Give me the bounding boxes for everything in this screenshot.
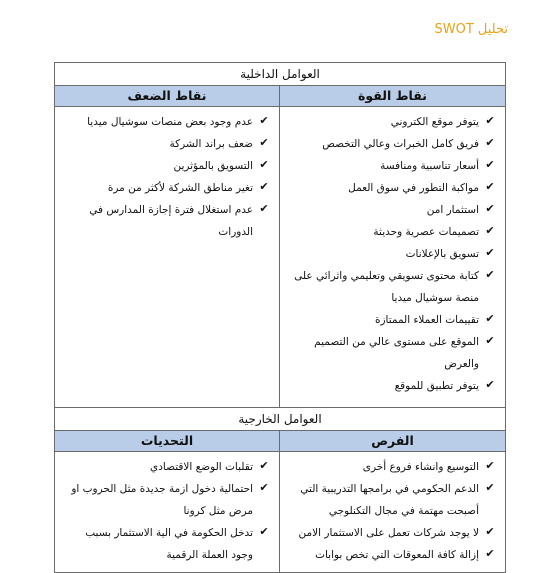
threats-header: التحديات <box>55 431 280 451</box>
list-item-text: يتوفر موقع الكتروني <box>390 116 479 128</box>
list-item-text: التسويق بالمؤثرين <box>173 160 253 172</box>
check-mark-icon: ✔ <box>485 378 495 391</box>
check-mark-icon: ✔ <box>485 114 495 127</box>
list-item <box>286 331 497 375</box>
check-mark-icon: ✔ <box>259 114 269 127</box>
list-item-text: عدم استغلال فترة إجازة المدارس في الدورات <box>89 204 253 238</box>
list-item-text: التوسيع وانشاء فروع أخرى <box>362 461 479 473</box>
external-columns <box>55 452 505 572</box>
list-item-text: ضعف براند الشركة <box>169 138 253 150</box>
internal-columns <box>55 107 505 407</box>
list-item-text: الموقع على مستوى عالي من التصميم والعرض <box>314 336 479 370</box>
check-mark-icon: ✔ <box>485 158 495 171</box>
list-item-text: عدم وجود بعض منصات سوشيال ميديا <box>87 116 253 128</box>
list-item <box>286 221 497 243</box>
list-item <box>286 177 497 199</box>
list-item <box>61 111 271 133</box>
list-item <box>61 155 271 177</box>
list-item <box>61 522 271 566</box>
list-item-text: تصميمات عصرية وحديثة <box>373 226 479 238</box>
internal-column-headers <box>55 86 505 107</box>
list-item <box>286 456 497 478</box>
check-mark-icon: ✔ <box>259 158 269 171</box>
list-item <box>61 456 271 478</box>
strengths-header: نقاط القوة <box>280 86 505 106</box>
check-mark-icon: ✔ <box>485 180 495 193</box>
list-item <box>286 265 497 309</box>
check-mark-icon: ✔ <box>485 481 495 494</box>
list-item <box>286 375 497 397</box>
list-item-text: كتابة محتوى تسويقي وتعليمي واثرائي على منصة سوشيال ميديا <box>294 270 479 304</box>
list-item-text: تغير مناطق الشركة لأكثر من مرة <box>107 182 253 194</box>
list-item-text: الدعم الحكومي في برامجها التدريبية التي أصبحت مهتمة في مجال التكنلوجي <box>300 483 479 517</box>
list-item <box>61 478 271 522</box>
list-item-text: فريق كامل الخبرات وعالي التخصص <box>322 138 479 150</box>
list-item-text: إزالة كافة المعوقات التي تخص بوابات <box>315 549 479 561</box>
check-mark-icon: ✔ <box>485 136 495 149</box>
list-item <box>286 133 497 155</box>
weaknesses-header: نقاط الضعف <box>55 86 280 106</box>
list-item-text: تقييمات العملاء الممتازة <box>374 314 479 326</box>
check-mark-icon: ✔ <box>259 202 269 215</box>
check-mark-icon: ✔ <box>485 334 495 347</box>
check-mark-icon: ✔ <box>485 224 495 237</box>
list-item-text: تدخل الحكومة في الية الاستثمار بسبب وجود العملة الرقمية <box>85 527 253 561</box>
list-item-text: احتمالية دخول ازمة جديدة مثل الحروب او مرض مثل كرونا <box>71 483 253 517</box>
strengths-list <box>280 107 505 407</box>
check-mark-icon: ✔ <box>485 547 495 560</box>
check-mark-icon: ✔ <box>259 525 269 538</box>
swot-table <box>54 62 506 573</box>
internal-factors-header: العوامل الداخلية <box>55 63 505 86</box>
list-item <box>286 478 497 522</box>
list-item-text: يتوفر تطبيق للموقع <box>394 380 479 392</box>
check-mark-icon: ✔ <box>485 268 495 281</box>
threats-list <box>55 452 280 572</box>
list-item <box>286 111 497 133</box>
page-title: تحليل SWOT <box>434 22 508 37</box>
list-item-text: أسعار تناسبية ومنافسة <box>380 160 479 172</box>
list-item <box>286 522 497 544</box>
check-mark-icon: ✔ <box>259 481 269 494</box>
check-mark-icon: ✔ <box>485 312 495 325</box>
check-mark-icon: ✔ <box>259 136 269 149</box>
list-item-text: لا يوجد شركات تعمل على الاستثمار الامن <box>298 527 479 539</box>
list-item <box>286 309 497 331</box>
external-column-headers <box>55 431 505 452</box>
external-factors-header: العوامل الخارجية <box>55 407 505 431</box>
list-item <box>286 199 497 221</box>
list-item <box>286 155 497 177</box>
list-item <box>286 243 497 265</box>
list-item <box>61 199 271 243</box>
list-item-text: مواكبة التطور في سوق العمل <box>348 182 479 194</box>
opportunities-header: الفرص <box>280 431 505 451</box>
list-item <box>61 133 271 155</box>
check-mark-icon: ✔ <box>485 246 495 259</box>
check-mark-icon: ✔ <box>485 202 495 215</box>
check-mark-icon: ✔ <box>259 180 269 193</box>
list-item-text: تقلبات الوضع الاقتصادي <box>150 461 253 473</box>
opportunities-list <box>280 452 505 572</box>
check-mark-icon: ✔ <box>485 525 495 538</box>
weaknesses-list <box>55 107 280 407</box>
check-mark-icon: ✔ <box>259 459 269 472</box>
list-item-text: استثمار امن <box>426 204 479 216</box>
list-item <box>61 177 271 199</box>
check-mark-icon: ✔ <box>485 459 495 472</box>
list-item <box>286 544 497 566</box>
list-item-text: تسويق بالإعلانات <box>405 248 479 260</box>
